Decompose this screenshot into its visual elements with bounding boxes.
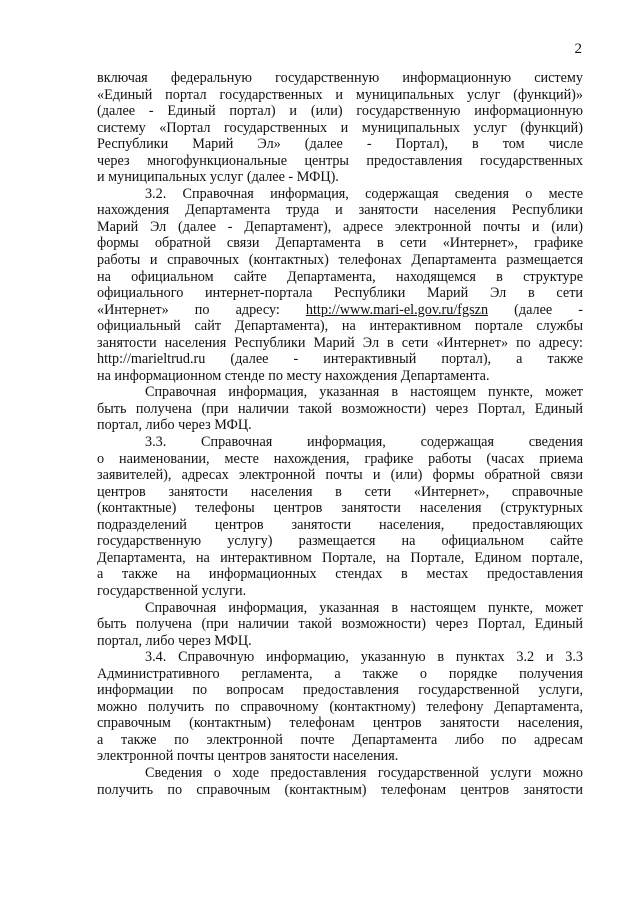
text-line xyxy=(97,302,583,319)
text-line: о наименовании, месте нахождения, графике работы (часах приема xyxy=(97,450,583,467)
text-line: нахождения Департамента труда и занятости населения Республики xyxy=(97,202,583,219)
text-line: формы обратной связи Департамента в сети «Интернет», графике xyxy=(97,235,583,252)
text-line: через многофункциональные центры предоставления государственных xyxy=(97,152,583,169)
text-line: получить по справочным (контактным) телефонам центров занятости xyxy=(97,781,583,798)
text-line: Департамента, на интерактивном Портале, на Портале, Едином портале, xyxy=(97,549,583,566)
document-body-text xyxy=(97,70,583,798)
text-line: можно получить по справочному (контактному) телефону Департамента, xyxy=(97,698,583,715)
text-line: государственную услугу) размещается на официальном сайте xyxy=(97,533,583,550)
text-line: Справочная информация, указанная в настоящем пункте, может xyxy=(145,599,583,616)
text-line: 3.4. Справочную информацию, указанную в пунктах 3.2 и 3.3 xyxy=(145,649,583,666)
text-line: (контактные) телефоны центров занятости населения (структурных xyxy=(97,500,583,517)
text-line: информации по вопросам предоставления государственной услуги, xyxy=(97,682,583,699)
page-number: 2 xyxy=(574,41,582,57)
text-line: электронной почты центров занятости населения. xyxy=(97,748,399,765)
text-line: портал, либо через МФЦ. xyxy=(97,417,252,434)
text-line: Административного регламента, а также о порядке получения xyxy=(97,665,583,682)
text-line: справочным (контактным) телефонам центров занятости населения, xyxy=(97,715,583,732)
text-line-segment: «Интернет» по адресу: xyxy=(97,301,306,318)
text-line: быть получена (при наличии такой возможности) через Портал, Единый xyxy=(97,400,583,417)
text-line: государственной услуги. xyxy=(97,582,247,599)
website-link[interactable]: http://www.mari-el.gov.ru/fgszn xyxy=(305,301,489,318)
text-line: Марий Эл (далее - Департамент), адресе электронной почты и (или) xyxy=(97,218,583,235)
text-line: Республики Марий Эл» (далее - Портал), в том числе xyxy=(97,136,583,153)
text-line: систему «Портал государственных и муниципальных услуг (функций) xyxy=(97,119,583,136)
text-line: официального интернет-портала Республики Марий Эл в сети xyxy=(97,285,583,302)
text-line: подразделений центров занятости населения, предоставляющих xyxy=(97,516,583,533)
text-line: а также на информационных стендах в местах предоставления xyxy=(97,566,583,583)
text-line: 3.3. Справочная информация, содержащая сведения xyxy=(145,434,583,451)
text-line: официальный сайт Департамента), на интерактивном портале службы xyxy=(97,318,583,335)
text-line: «Единый портал государственных и муниципальных услуг (функций)» xyxy=(97,86,583,103)
text-line-segment: (далее - xyxy=(488,301,583,318)
text-line: http://marieltrud.ru (далее - интерактивный портал), а также xyxy=(97,351,583,368)
text-line: Сведения о ходе предоставления государственной услуги можно xyxy=(145,764,583,781)
text-line: и муниципальных услуг (далее - МФЦ). xyxy=(97,169,339,186)
text-line: (далее - Единый портал) и (или) государственную информационную xyxy=(97,103,583,120)
text-line: портал, либо через МФЦ. xyxy=(97,632,252,649)
text-line: на информационном стенде по месту нахождения Департамента. xyxy=(97,367,490,384)
text-line: работы и справочных (контактных) телефонах Департамента размещается xyxy=(97,252,583,269)
text-line: центров занятости населения в сети «Интернет», справочные xyxy=(97,483,583,500)
text-line: быть получена (при наличии такой возможности) через Портал, Единый xyxy=(97,616,583,633)
text-line: на официальном сайте Департамента, находящемся в структуре xyxy=(97,268,583,285)
text-line: Справочная информация, указанная в настоящем пункте, может xyxy=(145,384,583,401)
text-line: 3.2. Справочная информация, содержащая сведения о месте xyxy=(145,185,583,202)
text-line: заявителей), адресах электронной почты и (или) формы обратной связи xyxy=(97,467,583,484)
text-line: а также по электронной почте Департамента либо по адресам xyxy=(97,731,583,748)
text-line: включая федеральную государственную информационную систему xyxy=(97,70,583,86)
text-line: занятости населения Республики Марий Эл в сети «Интернет» по адресу: xyxy=(97,334,583,351)
